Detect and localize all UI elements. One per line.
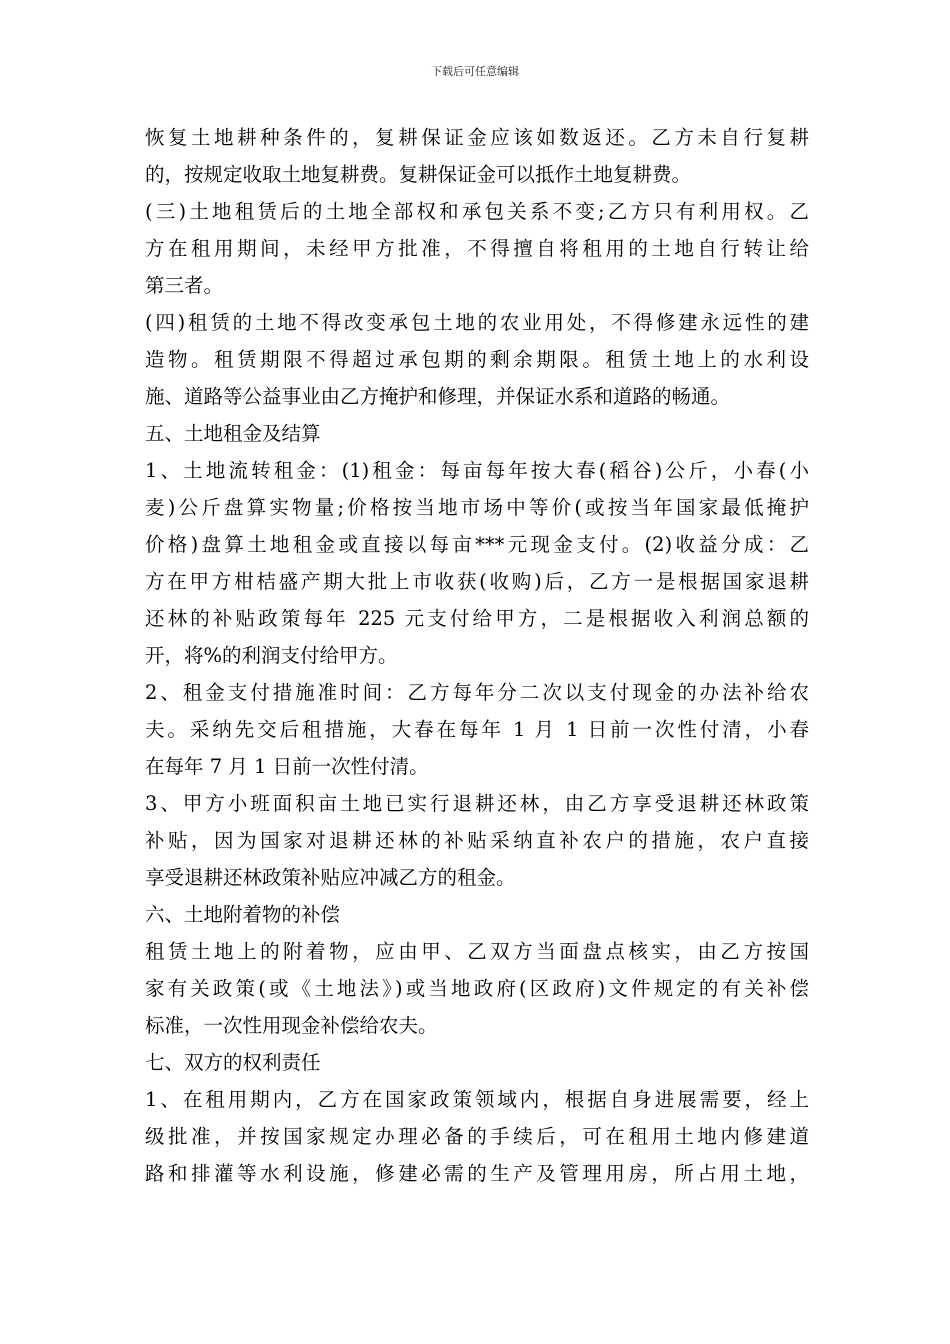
text-line: 租赁土地上的附着物，应由甲、乙双方当面盘点核实，由乙方按国 xyxy=(145,940,809,963)
text-line: 恢复土地耕种条件的，复耕保证金应该如数返还。乙方未自行复耕 xyxy=(145,126,809,149)
text-line: 夫。采纳先交后租措施，大春在每年 1 月 1 日前一次性付清，小春 xyxy=(145,718,809,741)
text-line: (四)租赁的土地不得改变承包土地的农业用处，不得修建永远性的建 xyxy=(145,311,809,334)
text-line: 享受退耕还林政策补贴应冲减乙方的租金。 xyxy=(145,866,516,889)
text-line: 价格)盘算土地租金或直接以每亩***元现金支付。(2)收益分成：乙 xyxy=(145,533,809,556)
text-line: 施、道路等公益事业由乙方掩护和修理，并保证水系和道路的畅通。 xyxy=(145,385,731,408)
text-line: 家有关政策(或《土地法》)或当地政府(区政府)文件规定的有关补偿 xyxy=(145,977,809,1000)
text-line: 级批准，并按国家规定办理必备的手续后，可在租用土地内修建道 xyxy=(145,1125,809,1148)
text-line: 六、土地附着物的补偿 xyxy=(145,903,341,926)
text-line: 的，按规定收取土地复耕费。复耕保证金可以抵作土地复耕费。 xyxy=(145,163,692,186)
text-line: 第三者。 xyxy=(145,274,224,297)
text-line: 五、土地租金及结算 xyxy=(145,422,321,445)
text-line: 七、双方的权利责任 xyxy=(145,1051,321,1074)
text-line: 开，将%的利润支付给甲方。 xyxy=(145,644,398,667)
text-line: 路和排灌等水利设施，修建必需的生产及管理用房，所占用土地， xyxy=(145,1162,809,1185)
text-line: 还林的补贴政策每年 225 元支付给甲方，二是根据收入利润总额的 xyxy=(145,607,809,630)
text-line: 补贴，因为国家对退耕还林的补贴采纳直补农户的措施，农户直接 xyxy=(145,829,809,852)
text-line: 造物。租赁期限不得超过承包期的剩余期限。租赁土地上的水利设 xyxy=(145,348,809,371)
text-line: 1、在租用期内，乙方在国家政策领域内，根据自身进展需要，经上 xyxy=(145,1088,809,1111)
text-line: 方在租用期间，未经甲方批准，不得擅自将租用的土地自行转让给 xyxy=(145,237,809,260)
text-line: 方在甲方柑桔盛产期大批上市收获(收购)后，乙方一是根据国家退耕 xyxy=(145,570,809,593)
text-line: 在每年 7 月 1 日前一次性付清。 xyxy=(145,755,429,778)
text-line: (三)土地租赁后的土地全部权和承包关系不变;乙方只有利用权。乙 xyxy=(145,200,809,223)
text-line: 1、土地流转租金：(1)租金：每亩每年按大春(稻谷)公斤，小春(小 xyxy=(145,459,809,482)
text-line: 3、甲方小班面积亩土地已实行退耕还林，由乙方享受退耕还林政策 xyxy=(145,792,809,815)
document-body xyxy=(145,119,809,1192)
text-line: 2、租金支付措施准时间：乙方每年分二次以支付现金的办法补给农 xyxy=(145,681,809,704)
text-line: 标准，一次性用现金补偿给农夫。 xyxy=(145,1014,438,1037)
page-header: 下载后可任意编辑 xyxy=(431,65,519,78)
text-line: 麦)公斤盘算实物量;价格按当地市场中等价(或按当年国家最低掩护 xyxy=(145,496,809,519)
